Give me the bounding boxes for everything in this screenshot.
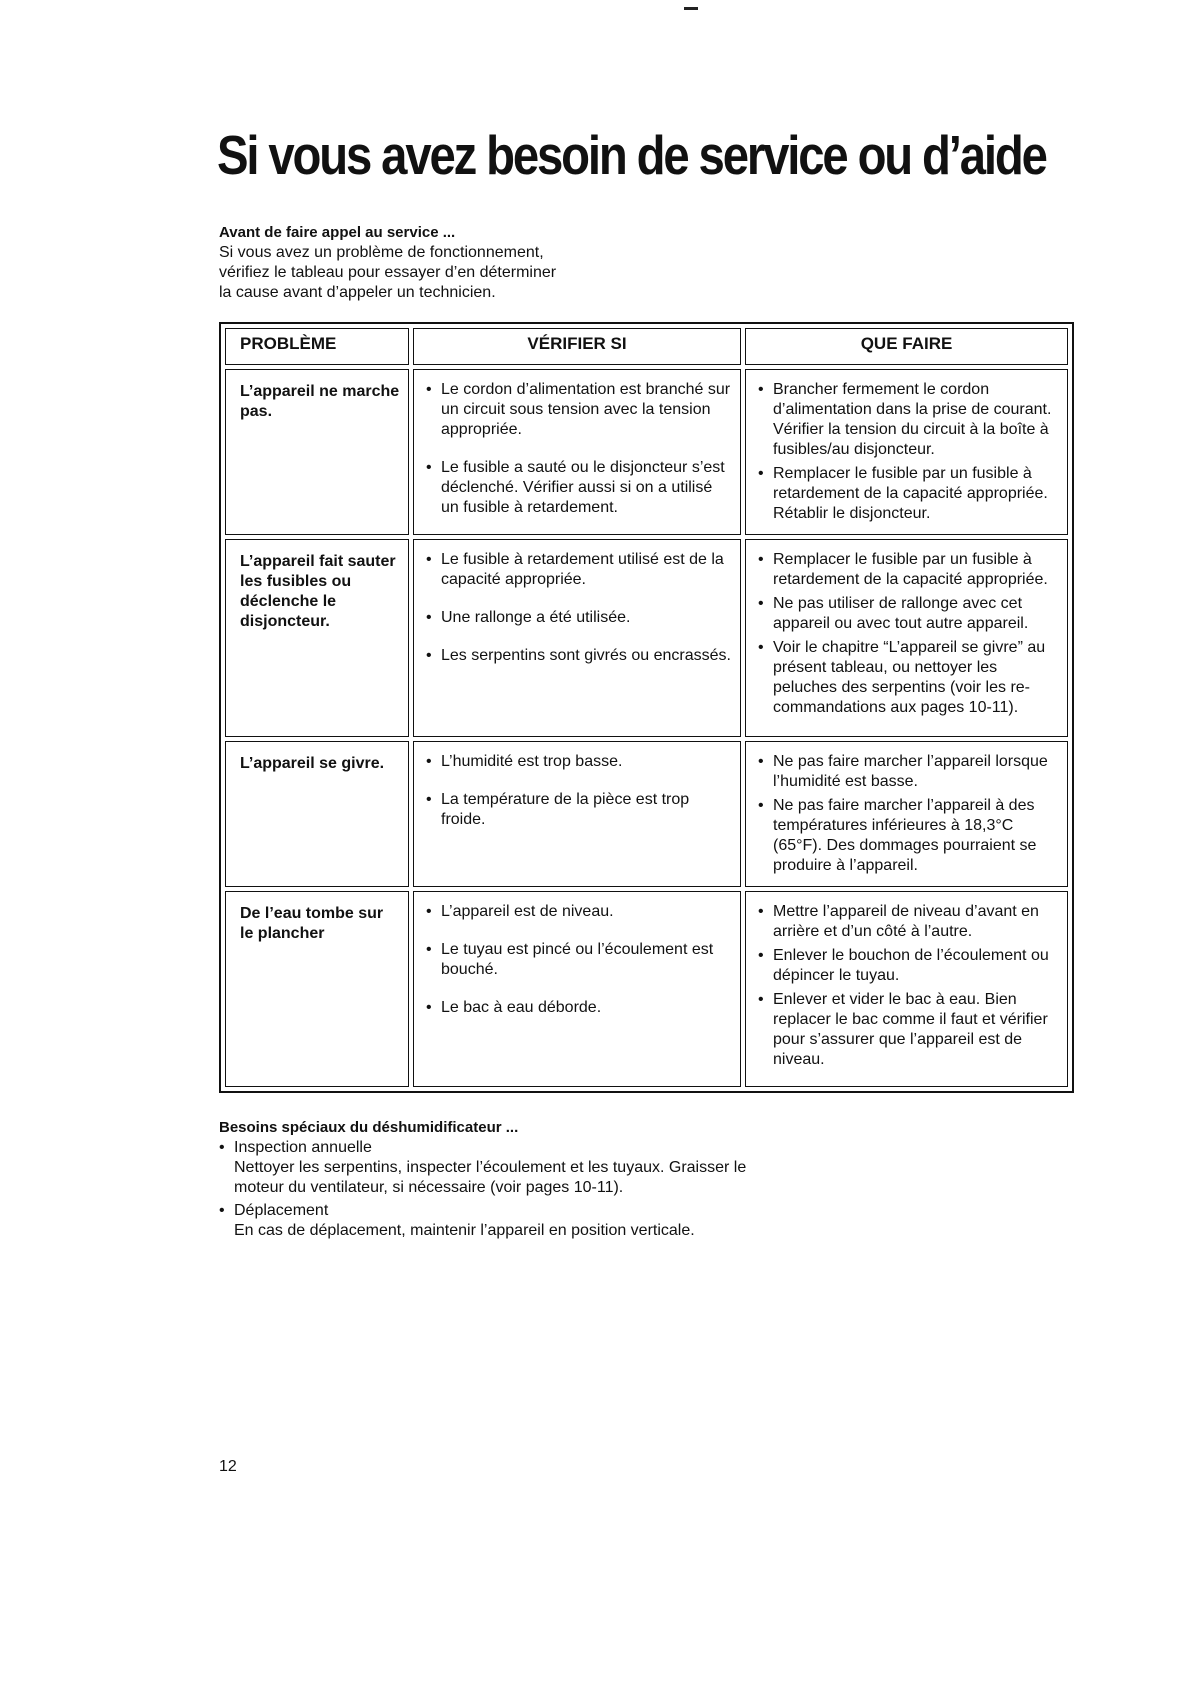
scan-mark: [684, 7, 698, 10]
check-item: • L’appareil est de niveau.: [426, 902, 732, 922]
special-item-detail: Nettoyer les serpentins, inspecter l’écoulement et les tuyaux. Graisser le moteur du ventilateur, si nécessaire (voir pages 10-11).: [234, 1159, 747, 1196]
action-item: • Enlever et vider le bac à eau. Bien replacer le bac comme il faut et vérifier pour s’assurer que l’appareil est de niveau.: [758, 990, 1059, 1070]
special-item: [219, 1138, 779, 1198]
table-row: [225, 741, 1068, 887]
header-action: QUE FAIRE: [745, 328, 1068, 365]
check-item: • L’humidité est trop basse.: [426, 752, 732, 772]
special-item-label: Inspection annuelle: [234, 1139, 372, 1156]
action-item: • Voir le chapitre “L’appareil se givre” au présent tableau, ou nettoyer les peluches des serpentins (voir les re-commandations aux pages 10-11).: [758, 638, 1059, 718]
table-header-row: [225, 328, 1068, 365]
table-row: [225, 539, 1068, 737]
header-problem: PROBLÈME: [225, 328, 409, 365]
check-item: • Le cordon d’alimentation est branché sur un circuit sous tension avec la tension appropriée.: [426, 380, 732, 440]
check-cell: [413, 741, 741, 887]
page-number: 12: [219, 1458, 237, 1475]
special-heading: Besoins spéciaux du déshumidificateur ...: [219, 1119, 519, 1136]
intro-line: vérifiez le tableau pour essayer d’en déterminer: [219, 264, 557, 281]
problem-cell: L’appareil fait sauter les fusibles ou déclenche le disjoncteur.: [225, 539, 409, 737]
action-item: • Brancher fermement le cordon d’alimentation dans la prise de courant. Vérifier la tension du circuit à la boîte à fusibles/au disjoncteur.: [758, 380, 1059, 460]
table-row: [225, 891, 1068, 1087]
check-cell: [413, 369, 741, 535]
check-cell: [413, 891, 741, 1087]
special-item: [219, 1201, 779, 1241]
check-item: • Le fusible a sauté ou le disjoncteur s’est déclenché. Vérifier aussi si on a utilisé un fusible à retardement.: [426, 458, 732, 518]
action-item: • Remplacer le fusible par un fusible à retardement de la capacité appropriée.: [758, 550, 1059, 590]
action-cell: [745, 891, 1068, 1087]
check-item: • Les serpentins sont givrés ou encrassés.: [426, 646, 732, 666]
action-item: • Ne pas faire marcher l’appareil lorsque l’humidité est basse.: [758, 752, 1059, 792]
special-item-label: Déplacement: [234, 1202, 329, 1219]
special-needs-section: [219, 1118, 779, 1244]
action-cell: [745, 741, 1068, 887]
action-cell: [745, 539, 1068, 737]
check-item: • Le tuyau est pincé ou l’écoulement est bouché.: [426, 940, 732, 980]
intro-line: la cause avant d’appeler un technicien.: [219, 284, 496, 301]
action-item: • Mettre l’appareil de niveau d’avant en arrière et d’un côté à l’autre.: [758, 902, 1059, 942]
action-item: • Ne pas faire marcher l’appareil à des températures inférieures à 18,3°C (65°F). Des dommages pourraient se produire à l’appareil.: [758, 796, 1059, 876]
check-item: • Le bac à eau déborde.: [426, 998, 732, 1018]
problem-cell: L’appareil se givre.: [225, 741, 409, 887]
intro-line: Si vous avez un problème de fonctionnement,: [219, 244, 544, 261]
check-cell: [413, 539, 741, 737]
problem-cell: De l’eau tombe sur le plancher: [225, 891, 409, 1087]
intro-heading: Avant de faire appel au service ...: [219, 224, 456, 241]
check-item: • Le fusible à retardement utilisé est de la capacité appropriée.: [426, 550, 732, 590]
table-row: [225, 369, 1068, 535]
action-cell: [745, 369, 1068, 535]
special-item-detail: En cas de déplacement, maintenir l’appareil en position verticale.: [234, 1222, 695, 1239]
problem-cell: L’appareil ne marche pas.: [225, 369, 409, 535]
page-title: Si vous avez besoin de service ou d’aide: [217, 124, 1046, 186]
check-item: • La température de la pièce est trop froide.: [426, 790, 732, 830]
action-item: • Ne pas utiliser de rallonge avec cet appareil ou avec tout autre appareil.: [758, 594, 1059, 634]
troubleshooting-table: [219, 322, 1074, 1093]
action-item: • Enlever le bouchon de l’écoulement ou dépincer le tuyau.: [758, 946, 1059, 986]
intro-section: [219, 223, 779, 303]
header-check: VÉRIFIER SI: [413, 328, 741, 365]
action-item: • Remplacer le fusible par un fusible à retardement de la capacité appropriée. Rétablir le disjoncteur.: [758, 464, 1059, 524]
check-item: • Une rallonge a été utilisée.: [426, 608, 732, 628]
